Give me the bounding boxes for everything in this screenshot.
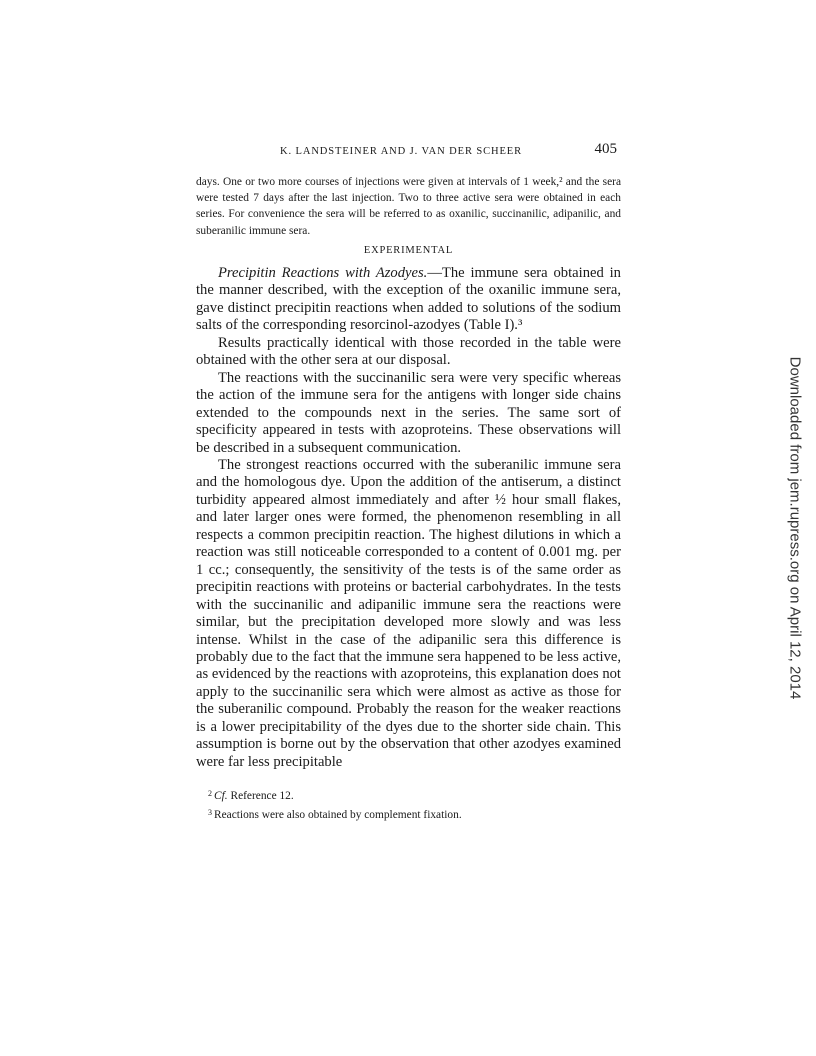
paragraph-lead-heading: Precipitin Reactions with Azodyes. <box>218 265 428 281</box>
page-number: 405 <box>594 141 617 157</box>
paragraph-text: The reactions with the succinanilic sera were very specific whereas the action of the immune sera for the antigens with longer side chains extended to the compounds next in the series. The same sort of specificity appeared in tests with azoproteins. These observations will be described in a subsequent communication. <box>196 369 621 456</box>
body-paragraph-1 <box>196 265 621 335</box>
main-body <box>196 265 621 771</box>
running-head <box>196 140 621 162</box>
body-paragraph-3 <box>196 370 621 457</box>
body-paragraph-2 <box>196 335 621 370</box>
intro-paragraph: days. One or two more courses of injections were given at intervals of 1 week,² and the sera were tested 7 days after the last injection. Two to three active sera were obtained in each series. For convenience the sera will be referred to as oxanilic, succinanilic, adipanilic, and suberanilic immune sera. <box>196 176 621 237</box>
running-head-authors: K. LANDSTEINER AND J. VAN DER SCHEER <box>280 146 523 157</box>
paragraph-text: The strongest reactions occurred with the suberanilic immune sera and the homologous dye. Upon the addition of the antiserum, a distinct turbidity appeared almost immediately and after ½ hour small flakes, and later larger ones were formed, the phenomenon resembling in all respects a common precipitin reaction. The highest dilutions in which a reaction was still noticeable corresponded to a content of 0.001 mg. per 1 cc.; consequently, the sensitivity of the tests is of the same order as precipitin reactions with proteins or bacterial carbohydrates. In the tests with the succinanilic and adipanilic immune sera the reactions were similar, but the precipitation developed more slowly and was less intense. Whilst in the case of the adipanilic sera this difference is probably due to the fact that the immune sera happened to be less active, as evidenced by the reactions with azoproteins, this explanation does not apply to the succinanilic sera which were almost as active as those for the suberanilic compound. Probably the reason for the weaker reactions is a lower precipitability of the dyes due to the shorter side chain. This assumption is borne out by the observation that other azodyes examined were far less precipitable <box>196 456 621 770</box>
intro-small-text <box>196 174 621 239</box>
section-heading: EXPERIMENTAL <box>363 245 454 256</box>
footnote-marker: 2 <box>208 789 212 798</box>
footnote-2 <box>196 786 621 805</box>
footnote-3 <box>196 805 621 824</box>
footnote-marker: 3 <box>208 807 212 817</box>
paragraph-text: —The immune sera obtained in the manner described, with the exception of the oxanilic immune sera, gave distinct precipitin reactions when added to solutions of the sodium salts of the corresponding resorcinol-azodyes (Table I).³ <box>196 265 621 334</box>
body-paragraph-4 <box>196 457 621 771</box>
download-watermark: Downloaded from jem.rupress.org on April 12, 2014 <box>786 356 804 700</box>
footnote-text: Reference 12. <box>227 790 294 802</box>
footnotes <box>196 786 621 823</box>
paragraph-text: Results practically identical with those recorded in the table were obtained with the other sera at our disposal. <box>196 334 621 369</box>
footnote-italic: Cf. <box>214 790 228 802</box>
footnote-text: Reactions were also obtained by complement fixation. <box>214 808 462 821</box>
